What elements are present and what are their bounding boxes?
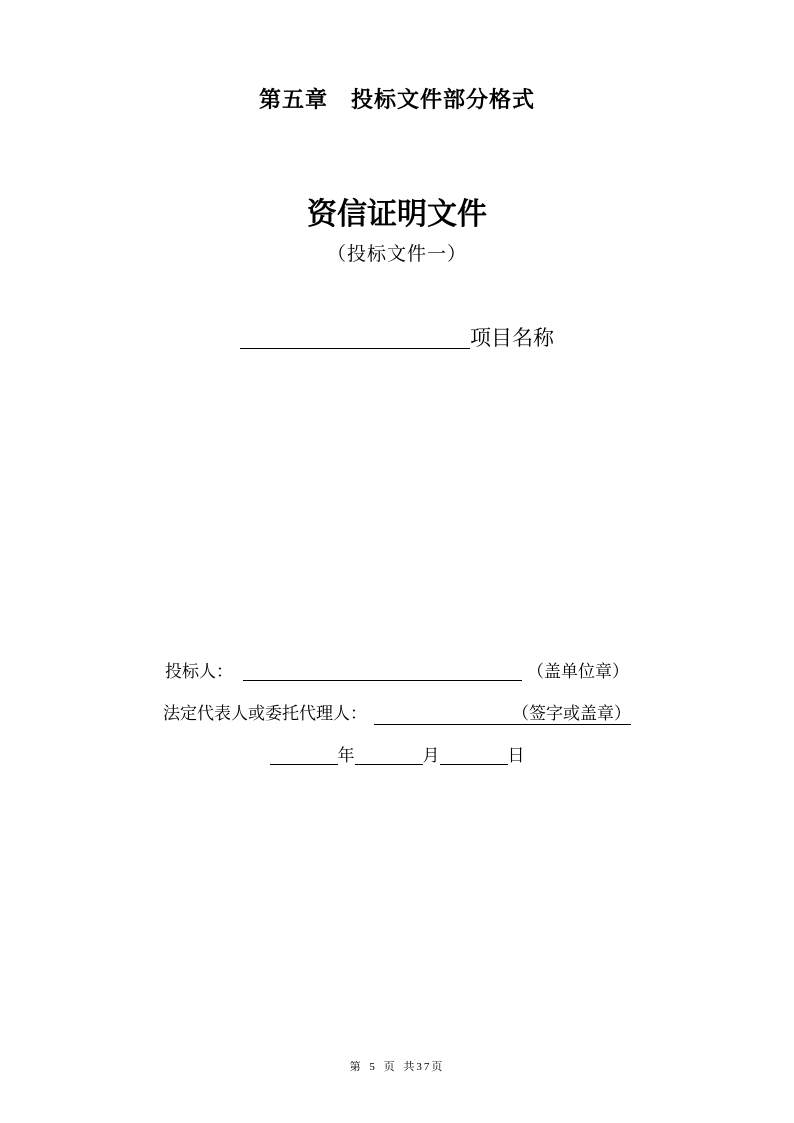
month-label: 月 (422, 746, 440, 765)
project-name-line (0, 322, 794, 352)
legal-representative-line (0, 699, 794, 725)
bidder-name-blank (243, 663, 522, 681)
date-line (0, 741, 794, 766)
day-blank (440, 747, 508, 765)
page-footer: 第 5 页 共37页 (349, 1061, 445, 1073)
bidder-line (0, 657, 794, 682)
bidder-seal-note: （盖单位章） (527, 662, 629, 681)
bidder-label: 投标人： (165, 662, 233, 681)
year-label: 年 (337, 746, 355, 765)
legal-seal-note: （签字或盖章） (512, 704, 631, 723)
day-label: 日 (507, 746, 525, 765)
subtitle: （投标文件一） (326, 244, 467, 265)
month-blank (355, 747, 423, 765)
year-blank (270, 747, 338, 765)
project-name-blank (240, 327, 470, 349)
chapter-title: 第五章 投标文件部分格式 (258, 87, 535, 112)
legal-signature-underlined-group (374, 699, 631, 725)
project-name-label: 项目名称 (470, 326, 554, 350)
legal-representative-label: 法定代表人或委托代理人： (163, 704, 367, 723)
page-title: 资信证明文件 (307, 198, 487, 231)
